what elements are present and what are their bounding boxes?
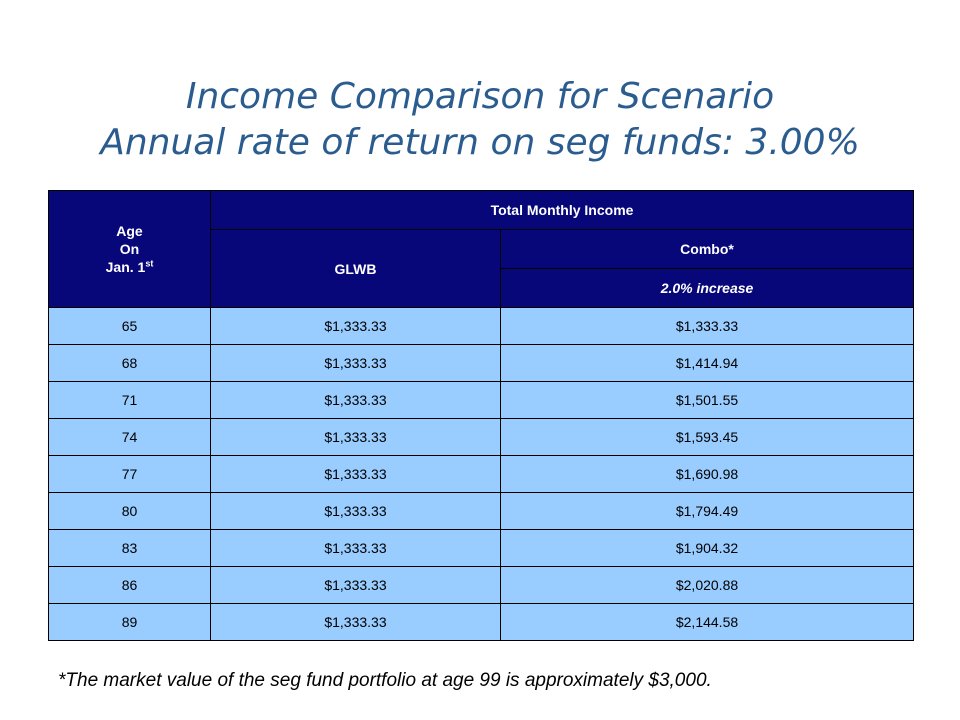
glwb-cell: $1,333.33	[211, 604, 501, 641]
footnote: *The market value of the seg fund portfolio at age 99 is approximately $3,000.	[58, 670, 712, 691]
combo-cell: $1,794.49	[501, 493, 914, 530]
age-cell: 89	[49, 604, 211, 641]
age-header-date: Jan. 1	[105, 259, 146, 275]
table-row	[49, 419, 914, 456]
title-line-1: Income Comparison for Scenario	[185, 76, 775, 117]
combo-cell: $2,144.58	[501, 604, 914, 641]
total-monthly-income-header: Total Monthly Income	[211, 191, 914, 230]
age-cell: 83	[49, 530, 211, 567]
age-column-header	[49, 191, 211, 308]
age-cell: 80	[49, 493, 211, 530]
combo-cell: $1,690.98	[501, 456, 914, 493]
age-header-line-3	[49, 258, 210, 276]
age-cell: 74	[49, 419, 211, 456]
glwb-cell: $1,333.33	[211, 382, 501, 419]
glwb-cell: $1,333.33	[211, 493, 501, 530]
table-row	[49, 345, 914, 382]
glwb-cell: $1,333.33	[211, 345, 501, 382]
income-comparison-table	[48, 190, 914, 641]
glwb-cell: $1,333.33	[211, 456, 501, 493]
title-line-2: Annual rate of return on seg funds: 3.00%	[100, 122, 860, 163]
age-cell: 86	[49, 567, 211, 604]
table-row	[49, 308, 914, 345]
table-body	[49, 308, 914, 641]
table-row	[49, 604, 914, 641]
combo-cell: $1,904.32	[501, 530, 914, 567]
combo-cell: $2,020.88	[501, 567, 914, 604]
glwb-cell: $1,333.33	[211, 419, 501, 456]
combo-cell: $1,333.33	[501, 308, 914, 345]
age-cell: 65	[49, 308, 211, 345]
glwb-column-header: GLWB	[211, 230, 501, 308]
age-header-suffix: st	[145, 258, 154, 269]
table-row	[49, 456, 914, 493]
table-row	[49, 382, 914, 419]
age-cell: 71	[49, 382, 211, 419]
combo-cell: $1,501.55	[501, 382, 914, 419]
age-cell: 77	[49, 456, 211, 493]
table-row	[49, 493, 914, 530]
combo-increase-subheader: 2.0% increase	[501, 269, 914, 308]
age-header-line-2: On	[119, 241, 140, 257]
age-header-line-1: Age	[116, 223, 143, 239]
page-title	[0, 74, 960, 166]
age-cell: 68	[49, 345, 211, 382]
table-row	[49, 530, 914, 567]
glwb-cell: $1,333.33	[211, 308, 501, 345]
combo-cell: $1,414.94	[501, 345, 914, 382]
glwb-cell: $1,333.33	[211, 530, 501, 567]
combo-cell: $1,593.45	[501, 419, 914, 456]
combo-column-header: Combo*	[501, 230, 914, 269]
glwb-cell: $1,333.33	[211, 567, 501, 604]
table-row	[49, 567, 914, 604]
